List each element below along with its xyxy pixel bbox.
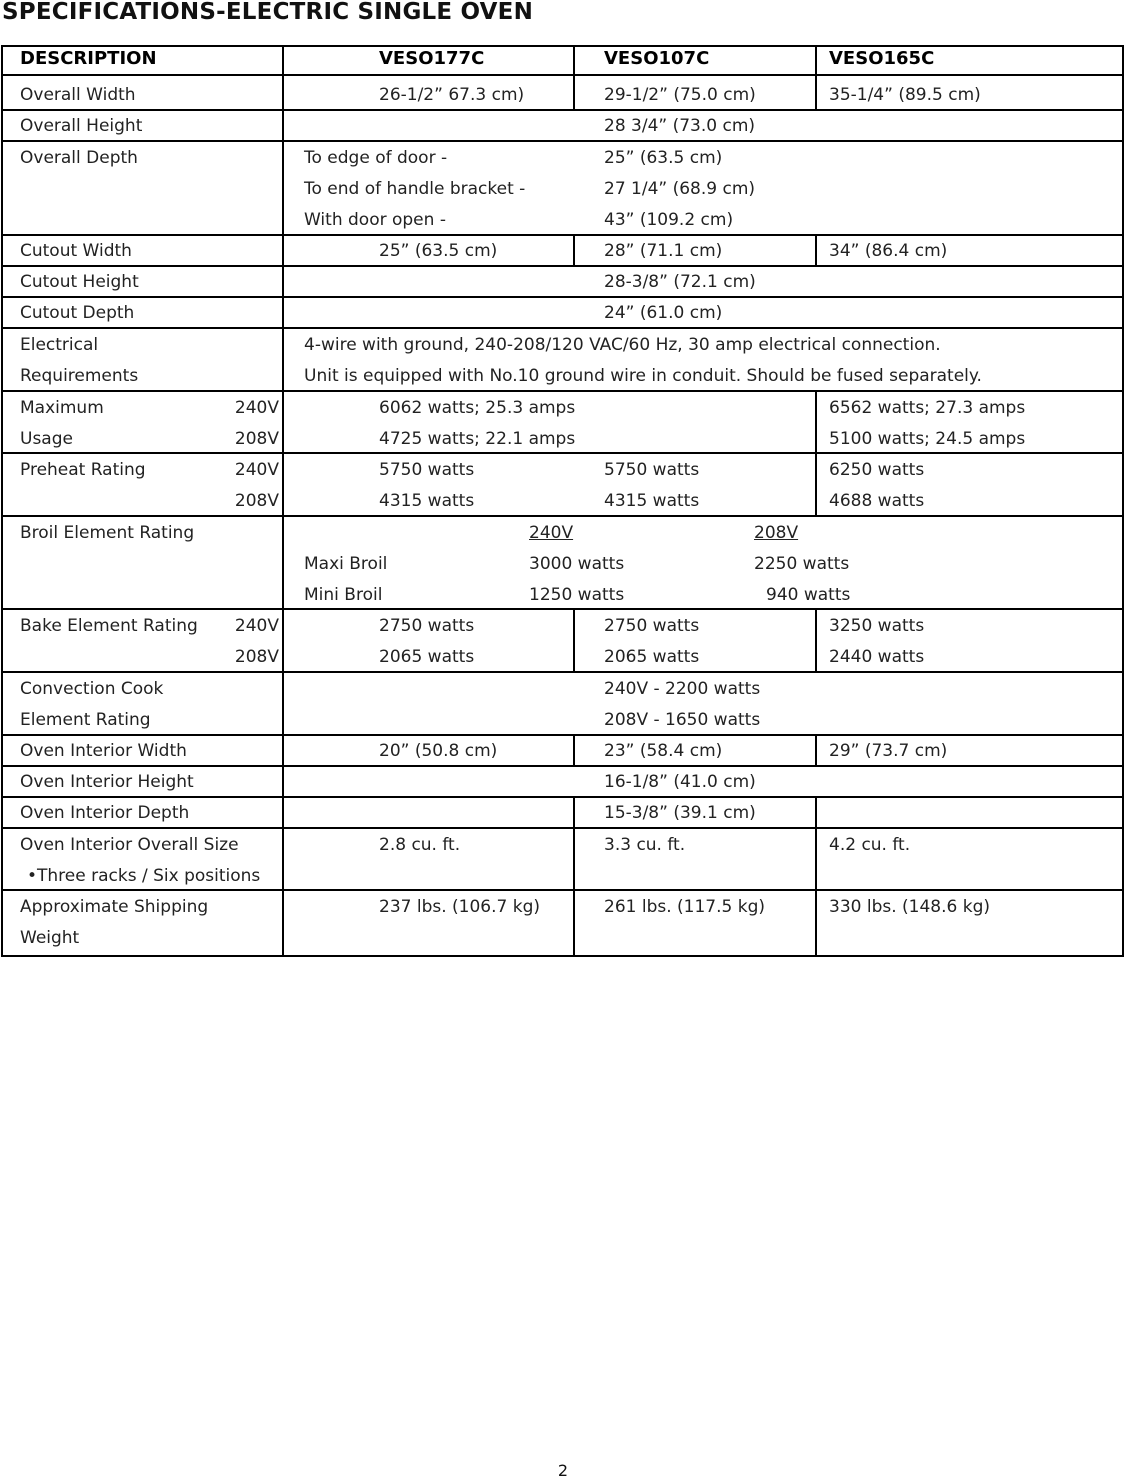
preheat-model-3-208: 4688 watts bbox=[829, 491, 925, 511]
interior-height-value: 16-1/8” (41.0 cm) bbox=[604, 772, 756, 792]
row-label-convection: Convection Cook bbox=[20, 679, 164, 699]
overall-width-model-3: 35-1/4” (89.5 cm) bbox=[829, 85, 981, 105]
bake-model-3-208: 2440 watts bbox=[829, 647, 925, 667]
broil-header-208v: 208V bbox=[754, 523, 799, 543]
specifications-table bbox=[1, 45, 1124, 957]
description-column-divider bbox=[282, 45, 284, 957]
column-divider bbox=[573, 234, 575, 265]
preheat-model-2-208: 4315 watts bbox=[604, 491, 700, 511]
shipping-model-3: 330 lbs. (148.6 kg) bbox=[829, 897, 991, 917]
row-label-cutout-width: Cutout Width bbox=[20, 241, 132, 261]
cutout-width-model-2: 28” (71.1 cm) bbox=[604, 241, 723, 261]
cutout-height-value: 28-3/8” (72.1 cm) bbox=[604, 272, 756, 292]
mini-broil-240: 1250 watts bbox=[529, 585, 625, 605]
overall-width-model-2: 29-1/2” (75.0 cm) bbox=[604, 85, 756, 105]
shipping-model-1: 237 lbs. (106.7 kg) bbox=[379, 897, 541, 917]
row-divider bbox=[1, 74, 1124, 76]
depth-door-value: 25” (63.5 cm) bbox=[604, 148, 723, 168]
preheat-model-2-240: 5750 watts bbox=[604, 460, 700, 480]
mini-broil-label: Mini Broil bbox=[304, 585, 383, 605]
row-divider bbox=[1, 234, 1124, 236]
max-usage-model-1-240: 6062 watts; 25.3 amps bbox=[379, 398, 576, 418]
interior-size-note: •Three racks / Six positions bbox=[27, 866, 261, 886]
maxi-broil-240: 3000 watts bbox=[529, 554, 625, 574]
mini-broil-208: 940 watts bbox=[766, 585, 851, 605]
header-model-2: VESO107C bbox=[604, 48, 710, 69]
row-label-preheat: Preheat Rating bbox=[20, 460, 146, 480]
row-label-overall-depth: Overall Depth bbox=[20, 148, 138, 168]
row-label-shipping: Approximate Shipping bbox=[20, 897, 209, 917]
preheat-model-3-240: 6250 watts bbox=[829, 460, 925, 480]
cutout-width-model-3: 34” (86.4 cm) bbox=[829, 241, 948, 261]
column-divider bbox=[815, 234, 817, 265]
column-divider bbox=[815, 734, 817, 765]
row-divider bbox=[1, 608, 1124, 610]
interior-size-model-2: 3.3 cu. ft. bbox=[604, 835, 686, 855]
row-divider bbox=[1, 390, 1124, 392]
interior-width-model-3: 29” (73.7 cm) bbox=[829, 741, 948, 761]
row-label-broil: Broil Element Rating bbox=[20, 523, 195, 543]
interior-size-model-1: 2.8 cu. ft. bbox=[379, 835, 461, 855]
page-number: 2 bbox=[557, 1461, 569, 1480]
max-usage-208v: 208V bbox=[234, 429, 279, 449]
interior-depth-value: 15-3/8” (39.1 cm) bbox=[604, 803, 756, 823]
row-divider bbox=[1, 265, 1124, 267]
preheat-208v: 208V bbox=[234, 491, 279, 511]
bake-model-2-240: 2750 watts bbox=[604, 616, 700, 636]
interior-size-model-3: 4.2 cu. ft. bbox=[829, 835, 911, 855]
row-label-overall-height: Overall Height bbox=[20, 116, 143, 136]
depth-handle-value: 27 1/4” (68.9 cm) bbox=[604, 179, 756, 199]
bake-model-1-240: 2750 watts bbox=[379, 616, 475, 636]
bake-model-2-208: 2065 watts bbox=[604, 647, 700, 667]
overall-width-model-1: 26-1/2” 67.3 cm) bbox=[379, 85, 525, 105]
row-divider bbox=[1, 515, 1124, 517]
row-label-bake: Bake Element Rating bbox=[20, 616, 198, 636]
bake-model-3-240: 3250 watts bbox=[829, 616, 925, 636]
table-border-top bbox=[1, 45, 1124, 47]
maxi-broil-label: Maxi Broil bbox=[304, 554, 388, 574]
max-usage-model-3-208: 5100 watts; 24.5 amps bbox=[829, 429, 1026, 449]
electrical-line-1: 4-wire with ground, 240-208/120 VAC/60 Hz, 30 amp electrical connection. bbox=[304, 335, 941, 355]
maxi-broil-208: 2250 watts bbox=[754, 554, 850, 574]
row-label-interior-depth: Oven Interior Depth bbox=[20, 803, 190, 823]
row-label-overall-width: Overall Width bbox=[20, 85, 136, 105]
row-divider bbox=[1, 327, 1124, 329]
overall-height-value: 28 3/4” (73.0 cm) bbox=[604, 116, 756, 136]
header-description: DESCRIPTION bbox=[20, 48, 157, 69]
column-divider bbox=[573, 734, 575, 765]
column-divider bbox=[815, 796, 817, 957]
interior-width-model-1: 20” (50.8 cm) bbox=[379, 741, 498, 761]
row-label-requirements: Requirements bbox=[20, 366, 139, 386]
row-divider bbox=[1, 889, 1124, 891]
preheat-model-1-208: 4315 watts bbox=[379, 491, 475, 511]
row-divider bbox=[1, 827, 1124, 829]
preheat-model-1-240: 5750 watts bbox=[379, 460, 475, 480]
column-divider bbox=[815, 45, 817, 109]
column-divider bbox=[573, 45, 575, 109]
column-divider bbox=[573, 796, 575, 957]
row-divider bbox=[1, 734, 1124, 736]
page-title: SPECIFICATIONS-ELECTRIC SINGLE OVEN bbox=[2, 0, 534, 25]
row-label-interior-size: Oven Interior Overall Size bbox=[20, 835, 239, 855]
row-divider bbox=[1, 140, 1124, 142]
depth-open-value: 43” (109.2 cm) bbox=[604, 210, 734, 230]
shipping-model-2: 261 lbs. (117.5 kg) bbox=[604, 897, 766, 917]
interior-width-model-2: 23” (58.4 cm) bbox=[604, 741, 723, 761]
row-label-cutout-height: Cutout Height bbox=[20, 272, 139, 292]
depth-door-label: To edge of door - bbox=[304, 148, 448, 168]
row-divider bbox=[1, 296, 1124, 298]
max-usage-model-3-240: 6562 watts; 27.3 amps bbox=[829, 398, 1026, 418]
electrical-line-2: Unit is equipped with No.10 ground wire in conduit. Should be fused separately. bbox=[304, 366, 982, 386]
row-label-usage: Usage bbox=[20, 429, 73, 449]
column-divider bbox=[573, 608, 575, 671]
row-divider bbox=[1, 452, 1124, 454]
max-usage-240v: 240V bbox=[234, 398, 279, 418]
max-usage-model-1-208: 4725 watts; 22.1 amps bbox=[379, 429, 576, 449]
cutout-depth-value: 24” (61.0 cm) bbox=[604, 303, 723, 323]
row-divider bbox=[1, 796, 1124, 798]
convection-208v: 208V - 1650 watts bbox=[604, 710, 761, 730]
row-label-weight: Weight bbox=[20, 928, 80, 948]
convection-240v: 240V - 2200 watts bbox=[604, 679, 761, 699]
row-divider bbox=[1, 109, 1124, 111]
bake-model-1-208: 2065 watts bbox=[379, 647, 475, 667]
row-divider bbox=[1, 765, 1124, 767]
column-divider bbox=[815, 608, 817, 671]
table-border-left bbox=[1, 45, 3, 957]
header-model-1: VESO177C bbox=[379, 48, 485, 69]
depth-handle-label: To end of handle bracket - bbox=[304, 179, 526, 199]
broil-header-240v: 240V bbox=[529, 523, 574, 543]
bake-240v: 240V bbox=[234, 616, 279, 636]
row-label-cutout-depth: Cutout Depth bbox=[20, 303, 135, 323]
row-label-interior-height: Oven Interior Height bbox=[20, 772, 194, 792]
row-label-interior-width: Oven Interior Width bbox=[20, 741, 187, 761]
header-model-3: VESO165C bbox=[829, 48, 935, 69]
preheat-240v: 240V bbox=[234, 460, 279, 480]
depth-open-label: With door open - bbox=[304, 210, 446, 230]
row-label-electrical: Electrical bbox=[20, 335, 99, 355]
table-border-bottom bbox=[1, 955, 1124, 957]
cutout-width-model-1: 25” (63.5 cm) bbox=[379, 241, 498, 261]
bake-208v: 208V bbox=[234, 647, 279, 667]
column-divider bbox=[815, 390, 817, 515]
table-border-right bbox=[1122, 45, 1124, 957]
row-label-element-rating: Element Rating bbox=[20, 710, 151, 730]
row-label-maximum: Maximum bbox=[20, 398, 104, 418]
row-divider bbox=[1, 671, 1124, 673]
